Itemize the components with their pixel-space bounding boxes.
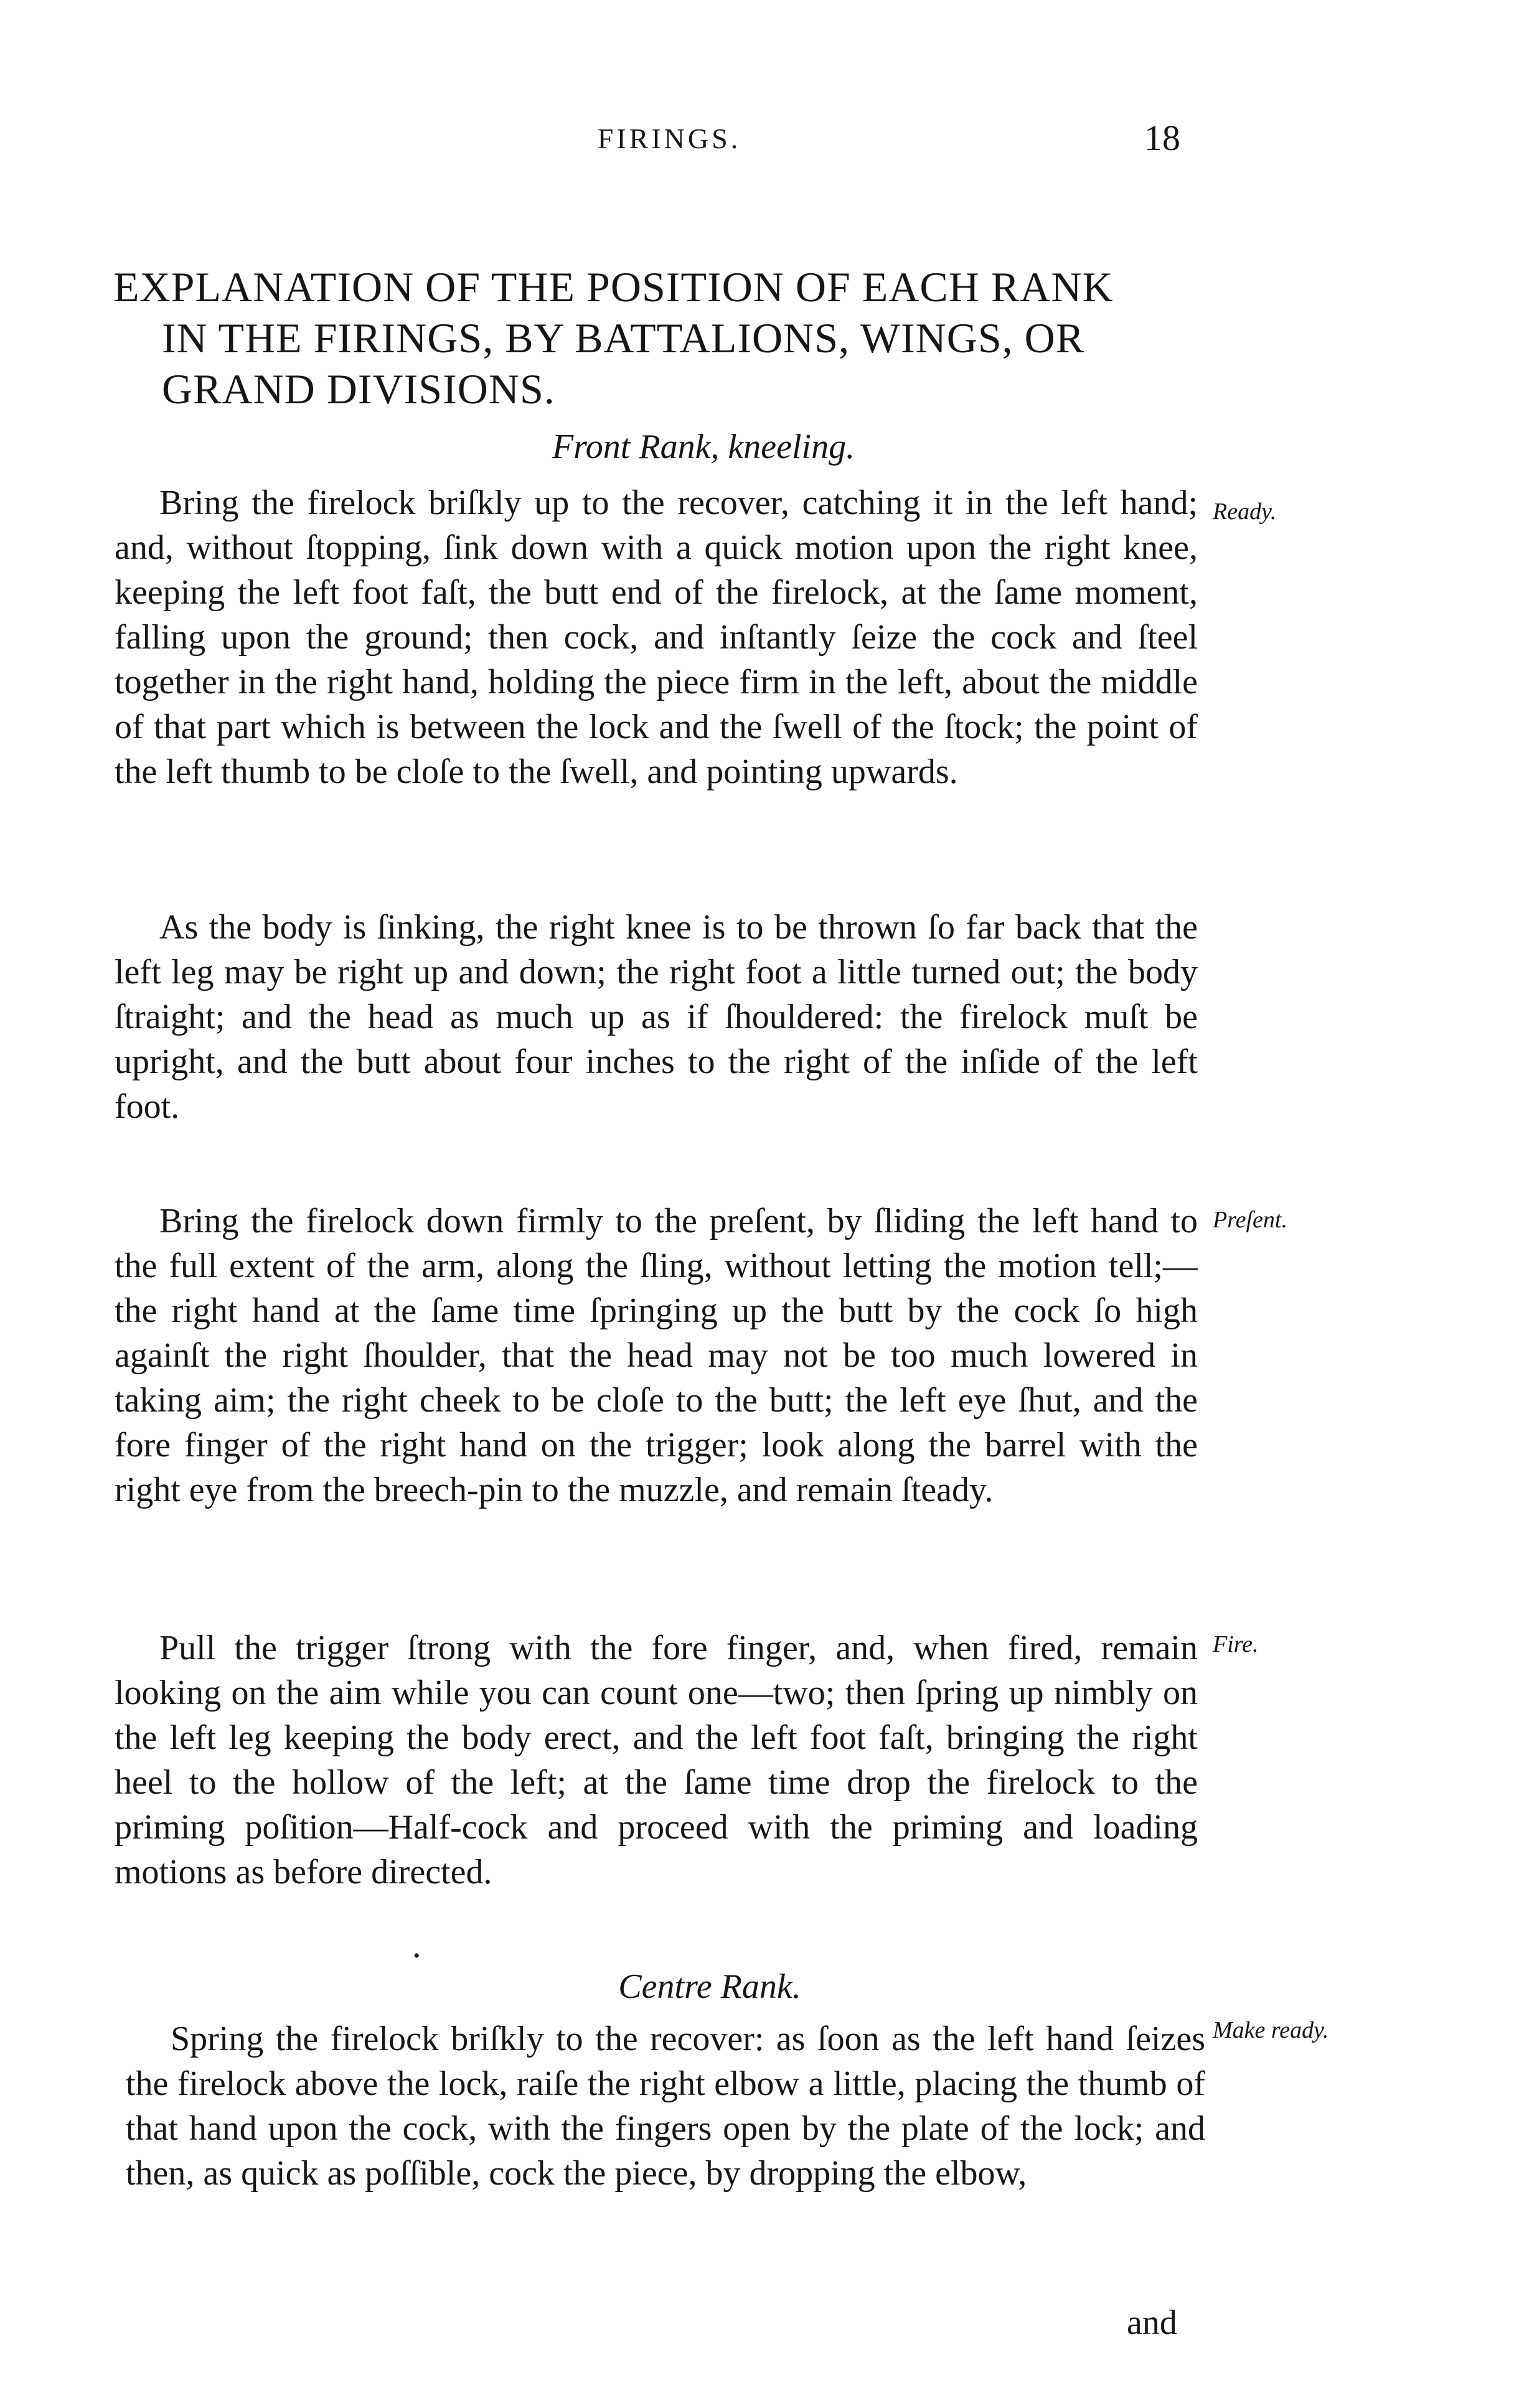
paragraph-present: Bring the firelock down firmly to the preſent, by ſliding the left hand to the full extent of the arm, along the ſling, without letting the motion tell;—the right hand at the ſame time ſpringing up the butt by the cock ſo high againſt the right ſhoulder, that the head may not be too much lowered in taking aim; the right cheek to be cloſe to the butt; the left eye ſhut, and the fore finger of the right hand on the trigger; look along the barrel with the right eye from the breech-pin to the muzzle, and remain ſteady. (115, 1202, 1198, 1509)
margin-note-fire: Fire. (1213, 1631, 1259, 1657)
chapter-title (113, 261, 1209, 415)
title-line-3: GRAND DIVISIONS. (162, 365, 555, 413)
centre-rank-heading: Centre Rank. (618, 1967, 801, 2006)
catchword: and (1127, 2303, 1177, 2342)
paragraph-ready: Bring the firelock briſkly up to the recover, catching it in the left hand; and, without ſtopping, ſink down with a quick motion upon the right knee, keeping the left foot faſt, the butt end of the firelock, at the ſame moment, falling upon the ground; then cock, and inſtantly ſeize the cock and ſteel together in the right hand, holding the piece firm in the left, about the middle of that part which is between the lock and the ſwell of the ſtock; the point of the left thumb to be cloſe to the ſwell, and pointing upwards. (115, 484, 1198, 791)
margin-note-make-ready: Make ready. (1213, 2017, 1329, 2043)
title-line-1: EXPLANATION OF THE POSITION OF EACH RANK (113, 263, 1114, 311)
printer-mark: • (413, 1946, 420, 1966)
running-head: FIRINGS. (597, 123, 741, 154)
front-rank-heading: Front Rank, kneeling. (552, 428, 855, 466)
paragraph-body-position: As the body is ſinking, the right knee is to be thrown ſo far back that the left leg may be right up and down; the right foot a little turned out; the body ſtraight; and the head as much up as if ſhouldered: the firelock muſt be upright, and the butt about four inches to the right of the inſide of the left foot. (115, 908, 1198, 1126)
margin-note-present: Preſent. (1213, 1207, 1287, 1233)
title-line-2: IN THE FIRINGS, BY BATTALIONS, WINGS, OR (162, 314, 1085, 362)
paragraph-make-ready: Spring the firelock briſkly to the recover: as ſoon as the left hand ſeizes the firelock above the lock, raiſe the right elbow a little, placing the thumb of that hand upon the cock, with the fingers open by the plate of the lock; and then, as quick as poſſible, cock the piece, by dropping the elbow, (126, 2020, 1205, 2193)
paragraph-fire: Pull the trigger ſtrong with the fore finger, and, when fired, remain looking on the aim while you can count one—two; then ſpring up nimbly on the left leg keeping the body erect, and the left foot faſt, bringing the right heel to the hollow of the left; at the ſame time drop the firelock to the priming poſition—Half-cock and proceed with the priming and loading motions as before directed. (115, 1629, 1198, 1891)
page-number: 18 (1144, 118, 1180, 158)
margin-note-ready: Ready. (1213, 499, 1277, 525)
